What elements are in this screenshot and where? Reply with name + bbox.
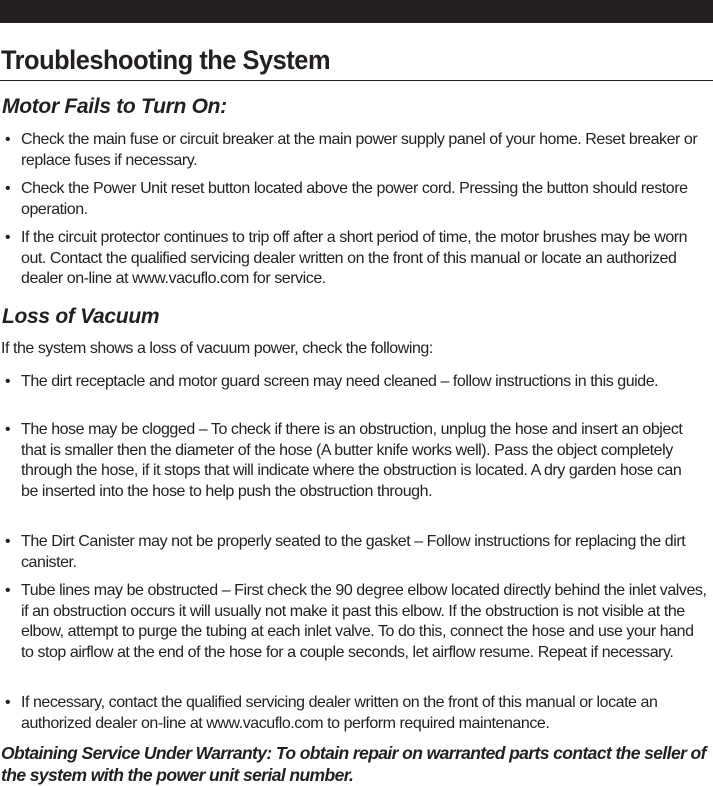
section-intro: If the system shows a loss of vacuum power, check the following: xyxy=(1,340,433,357)
list-item xyxy=(0,228,712,290)
list-item-text: The dirt receptacle and motor guard screen may need cleaned – follow instructions in this guide. xyxy=(21,373,659,390)
list-item-text: Check the main fuse or circuit breaker at the main power supply panel of your home. Reset breaker or replace fuses if necessary. xyxy=(21,131,698,169)
list-item-text: If necessary, contact the qualified servicing dealer written on the front of this manual or locate an authorized dealer on-line at www.vacuflo.com to perform required maintenance. xyxy=(21,694,658,732)
list-item-text: The hose may be clogged – To check if there is an obstruction, unplug the hose and insert an object that is smaller then the diameter of the hose (A butter knife works well). Pass the object completely through the hose, if it stops that will indicate where the obstruction is located. A dry garden hose can be inserted into the hose to help push the obstruction through. xyxy=(21,421,683,500)
list-item xyxy=(0,693,712,734)
list-item xyxy=(0,130,712,171)
bullet-icon: • xyxy=(5,582,11,599)
list-item xyxy=(0,179,712,220)
list-item-text: If the circuit protector continues to trip off after a short period of time, the motor brushes may be worn out. Contact the qualified servicing dealer written on the front of this manual or locate an authorized dealer on-line at www.vacuflo.com for service. xyxy=(21,229,688,288)
top-bar xyxy=(0,0,713,23)
bullet-icon: • xyxy=(5,131,11,148)
list-item xyxy=(0,581,712,663)
list-item-text: The Dirt Canister may not be properly seated to the gasket – Follow instructions for replacing the dirt canister. xyxy=(21,533,686,571)
list-item xyxy=(0,532,712,573)
list-item xyxy=(0,420,712,502)
list-item-text: Tube lines may be obstructed – First check the 90 degree elbow located directly behind the inlet valves, if an obstruction occurs it will usually not make it past this elbow. If the obstruction is not visible at the elbow, attempt to purge the tubing at each inlet valve. To do this, connect the hose and use your hand to stop airflow at the end of the hose for a couple seconds, let airflow resume. Repeat if necessary. xyxy=(21,582,707,661)
bullet-icon: • xyxy=(5,373,11,390)
warranty-note: Obtaining Service Under Warranty: To obtain repair on warranted parts contact the seller of the system with the power unit serial number. xyxy=(1,743,706,785)
bullet-icon: • xyxy=(5,229,11,246)
bullet-icon: • xyxy=(5,180,11,197)
list-item-text: Check the Power Unit reset button located above the power cord. Pressing the button should restore operation. xyxy=(21,180,688,218)
list-item xyxy=(0,372,712,393)
bullet-icon: • xyxy=(5,533,11,550)
bullet-icon: • xyxy=(5,694,11,711)
page-title: Troubleshooting the System xyxy=(1,45,331,75)
section-heading-vacuum: Loss of Vacuum xyxy=(2,305,160,328)
bullet-icon: • xyxy=(5,421,11,438)
section-heading-motor: Motor Fails to Turn On: xyxy=(2,95,227,118)
title-divider xyxy=(0,80,713,81)
